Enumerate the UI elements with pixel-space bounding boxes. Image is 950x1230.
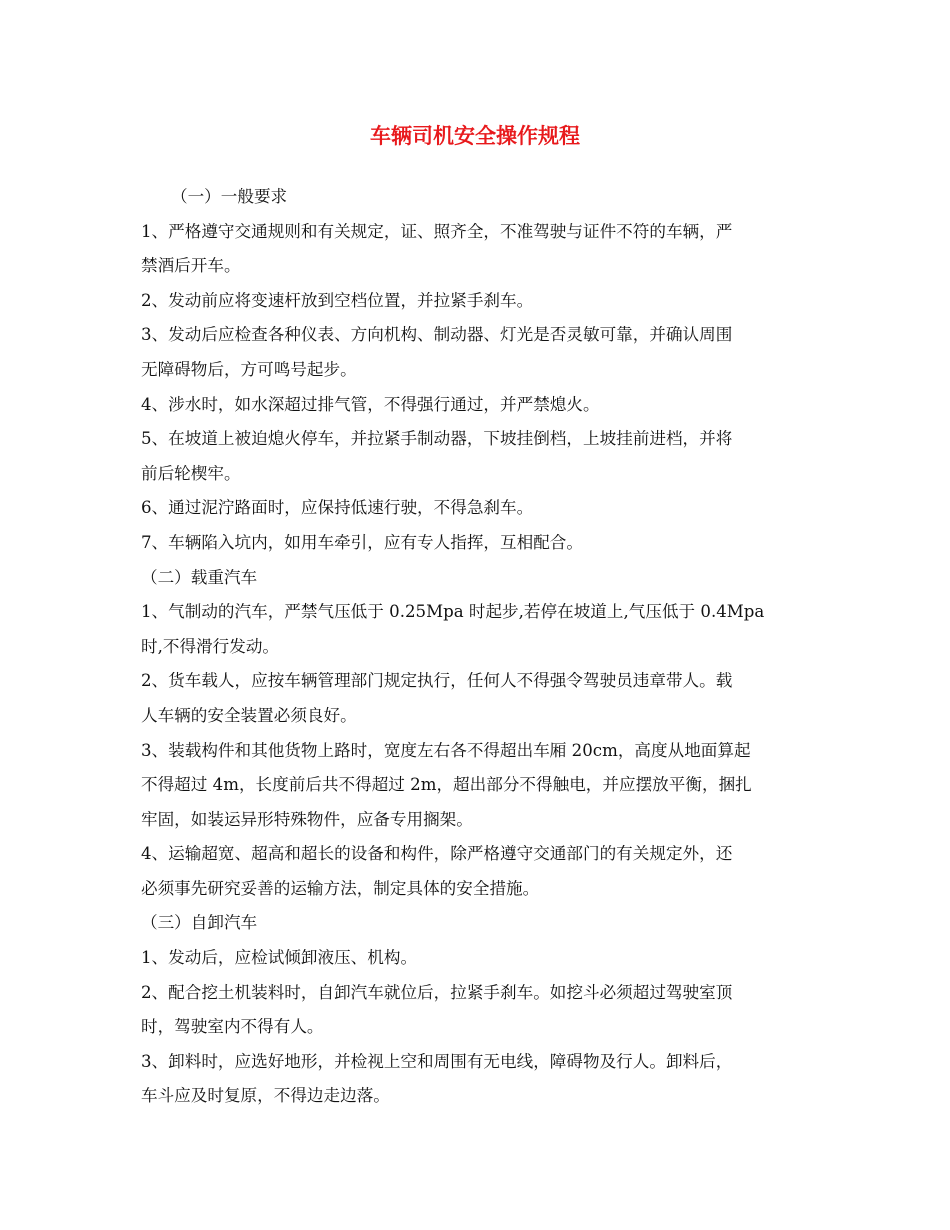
text-line: 牢固，如装运异形特殊物件，应备专用搁架。 <box>141 809 473 829</box>
document-body <box>141 180 813 1114</box>
text-line: 前后轮楔牢。 <box>141 463 241 483</box>
text-line: 5、在坡道上被迫熄火停车，并拉紧手制动器，下坡挂倒档，上坡挂前进档，并将 <box>141 429 733 449</box>
text-line: 1、气制动的汽车，严禁气压低于 0.25Mpa 时起步,若停在坡道上,气压低于 0.4Mpa <box>141 602 765 622</box>
document-title: 车辆司机安全操作规程 <box>370 124 580 148</box>
text-line: 1、严格遵守交通规则和有关规定，证、照齐全，不准驾驶与证件不符的车辆，严 <box>141 221 733 241</box>
text-line: 无障碍物后，方可鸣号起步。 <box>141 359 357 379</box>
text-line: 2、发动前应将变速杆放到空档位置，并拉紧手刹车。 <box>141 290 534 310</box>
text-line: 车斗应及时复原，不得边走边落。 <box>141 1086 390 1106</box>
text-line: （三）自卸汽车 <box>141 913 258 933</box>
text-line: 2、货车载人，应按车辆管理部门规定执行，任何人不得强令驾驶员违章带人。载 <box>141 671 733 691</box>
text-line: 人车辆的安全装置必须良好。 <box>141 705 357 725</box>
text-line: 7、车辆陷入坑内，如用车牵引，应有专人指挥，互相配合。 <box>141 532 583 552</box>
text-line: 3、卸料时，应选好地形，并检视上空和周围有无电线，障碍物及行人。卸料后， <box>141 1051 733 1071</box>
text-line: 4、涉水时，如水深超过排气管，不得强行通过，并严禁熄火。 <box>141 394 600 414</box>
text-line: （一）一般要求 <box>171 187 288 206</box>
text-line: 3、装载构件和其他货物上路时，宽度左右各不得超出车厢 20cm，高度从地面算起 <box>141 740 751 760</box>
text-line: 4、运输超宽、超高和超长的设备和构件，除严格遵守交通部门的有关规定外，还 <box>141 844 733 864</box>
text-line: 6、通过泥泞路面时，应保持低速行驶，不得急刹车。 <box>141 498 534 518</box>
text-line: （二）载重汽车 <box>141 567 258 587</box>
text-line: 时，驾驶室内不得有人。 <box>141 1017 324 1037</box>
text-line: 不得超过 4m，长度前后共不得超过 2m，超出部分不得触电，并应摆放平衡，捆扎 <box>141 775 752 795</box>
text-line: 禁酒后开车。 <box>141 256 241 276</box>
text-line: 2、配合挖土机装料时，自卸汽车就位后，拉紧手刹车。如挖斗必须超过驾驶室顶 <box>141 982 733 1002</box>
text-line: 时,不得滑行发动。 <box>141 636 280 656</box>
text-line: 1、发动后，应检试倾卸液压、机构。 <box>141 948 418 968</box>
text-line: 必须事先研究妥善的运输方法，制定具体的安全措施。 <box>141 878 540 898</box>
text-line: 3、发动后应检查各种仪表、方向机构、制动器、灯光是否灵敏可靠，并确认周围 <box>141 325 733 345</box>
